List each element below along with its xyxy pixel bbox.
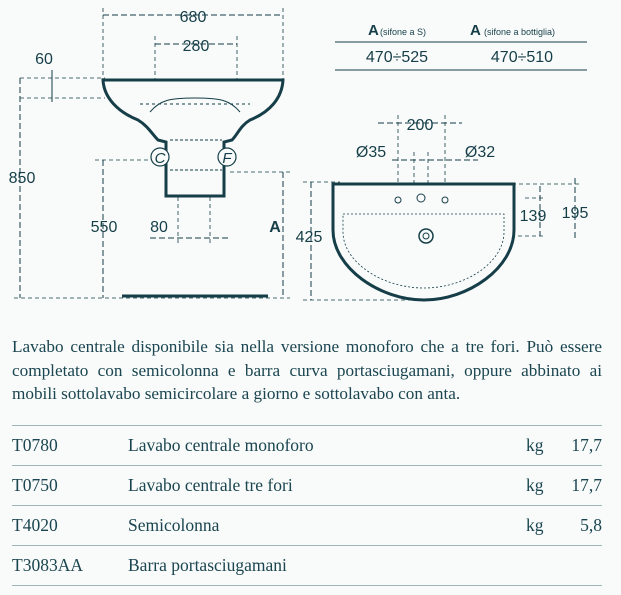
item-code: T3083AA (12, 546, 128, 586)
table-row (12, 426, 602, 466)
item-name: Lavabo centrale tre fori (128, 466, 526, 506)
product-table (12, 425, 602, 586)
item-weight: 17,7 (560, 426, 602, 466)
dim-width-inner: 280 (182, 38, 210, 55)
dim-height-total: 850 (8, 170, 36, 187)
item-unit: kg (526, 506, 560, 546)
siphon-col2-note: (sifone a bottiglia) (484, 27, 556, 37)
siphon-col1-note: (sifone a S) (380, 27, 427, 37)
siphon-col1-value: 470÷525 (365, 49, 429, 66)
dim-height-floor: 550 (90, 219, 118, 236)
dim-depth: 425 (295, 229, 323, 246)
product-description: Lavabo centrale disponibile sia nella versione monoforo che a tre fori. Può essere completato con semicolonna e barra curva portasciugamani, oppure abbinato ai mobili sottolavabo semicircolare a giorno e sottolavabo con anta. (12, 337, 602, 404)
table-row (12, 506, 602, 546)
item-weight: 5,8 (560, 506, 602, 546)
dim-width-total: 680 (179, 9, 207, 26)
dim-diam-right: Ø32 (464, 144, 496, 161)
dim-offset-top: 60 (35, 51, 53, 68)
siphon-col2-value: 470÷510 (490, 49, 554, 66)
item-unit (526, 546, 560, 586)
dim-width-small: 80 (150, 219, 168, 236)
item-weight: 17,7 (560, 466, 602, 506)
dim-depth-inner-2: 195 (561, 205, 589, 222)
dim-diam-left: Ø35 (355, 144, 387, 161)
label-hot: F (222, 150, 232, 167)
dim-height-a: A (269, 219, 281, 236)
siphon-col2-letter: A (470, 22, 481, 39)
table-row (12, 546, 602, 586)
item-unit: kg (526, 466, 560, 506)
item-code: T0750 (12, 466, 128, 506)
item-name: Semicolonna (128, 506, 526, 546)
item-code: T4020 (12, 506, 128, 546)
dim-holes-spacing: 200 (406, 117, 434, 134)
item-name: Barra portasciugamani (128, 546, 526, 586)
item-name: Lavabo centrale monoforo (128, 426, 526, 466)
table-row (12, 466, 602, 506)
siphon-table (335, 22, 587, 70)
item-code: T0780 (12, 426, 128, 466)
siphon-col1-letter: A (368, 22, 379, 39)
dim-depth-inner-1: 139 (519, 208, 547, 225)
item-weight (560, 546, 602, 586)
label-cold: C (154, 150, 166, 167)
item-unit: kg (526, 426, 560, 466)
